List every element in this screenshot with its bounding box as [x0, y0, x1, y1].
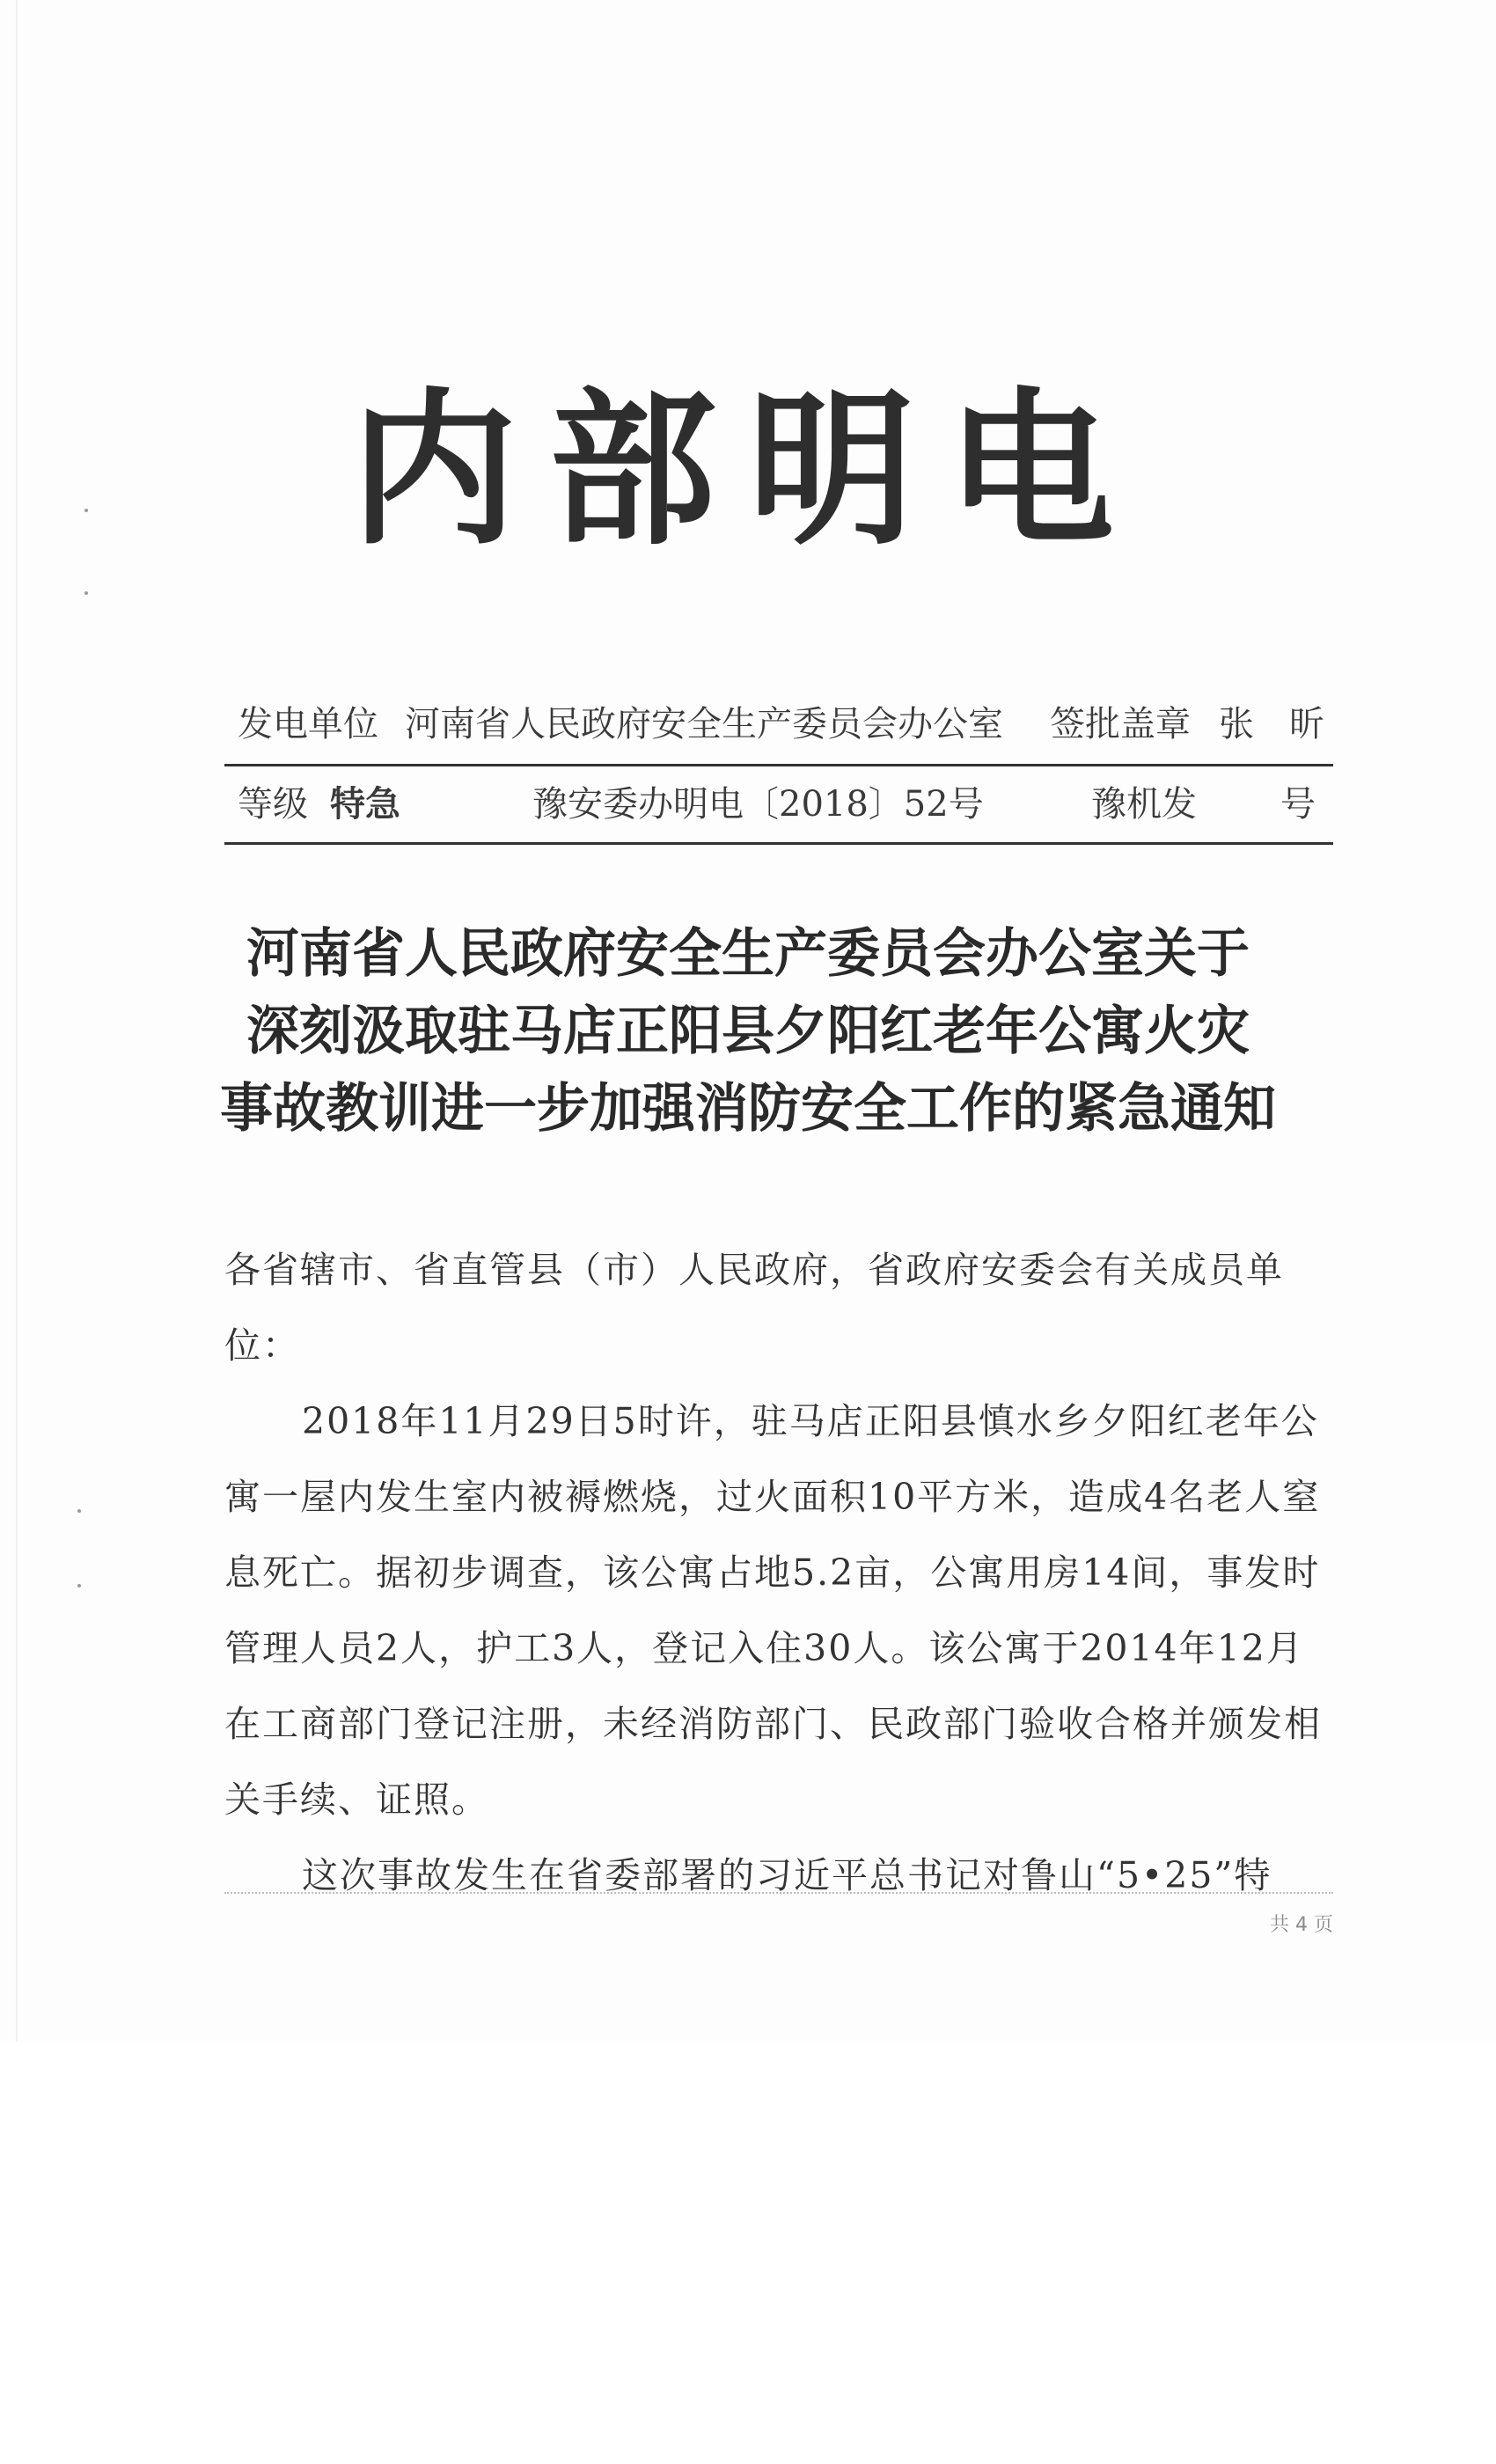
document-title-line: 河南省人民政府安全生产委员会办公室关于	[246, 923, 1250, 985]
meta-row-level	[224, 766, 1333, 845]
body-paragraph: 2018年11月29日5时许，驻马店正阳县慎水乡夕阳红老年公寓一屋内发生室内被褥燃烧，过火面积10平方米，造成4名老人窒息死亡。据初步调查，该公寓占地5.2亩，公寓用房14间，事发时管理人员2人，护工3人，登记入住30人。该公寓于2014年12月在工商部门登记注册，未经消防部门、民政部门验收合格并颁发相关手续、证照。	[224, 1400, 1322, 1821]
sign-label: 签批盖章	[1050, 704, 1191, 744]
document-title	[0, 915, 1496, 1148]
sign-value: 张 昕	[1219, 704, 1324, 744]
scan-speck	[77, 1509, 81, 1513]
machine-label: 豫机发	[1091, 784, 1197, 825]
number-suffix: 号	[1280, 784, 1316, 825]
document-body	[224, 1232, 1333, 1913]
scan-speck	[84, 591, 88, 595]
sender-label: 发电单位	[238, 704, 378, 744]
doc-number: 豫安委办明电〔2018〕52号	[532, 784, 984, 825]
document-title-line: 事故教训进一步加强消防安全工作的紧急通知	[220, 1078, 1276, 1140]
scan-speck	[77, 1584, 81, 1588]
footer-divider	[224, 1892, 1333, 1894]
meta-row-sender	[224, 686, 1333, 766]
level-value: 特急	[330, 784, 400, 825]
document-title-line: 深刻汲取驻马店正阳县夕阳红老年公寓火灾	[246, 1001, 1250, 1062]
level-label: 等级	[238, 784, 308, 825]
header-title: 内部明电	[349, 373, 1146, 568]
body-paragraph: 这次事故发生在省委部署的习近平总书记对鲁山“5•25”特	[302, 1854, 1272, 1896]
page-count: 共 4 页	[1270, 1914, 1333, 1936]
telegram-meta-table	[224, 686, 1333, 845]
salutation: 各省辖市、省直管县（市）人民政府，省政府安委会有关成员单位：	[224, 1249, 1284, 1367]
sender-value: 河南省人民政府安全生产委员会办公室	[405, 704, 1003, 744]
